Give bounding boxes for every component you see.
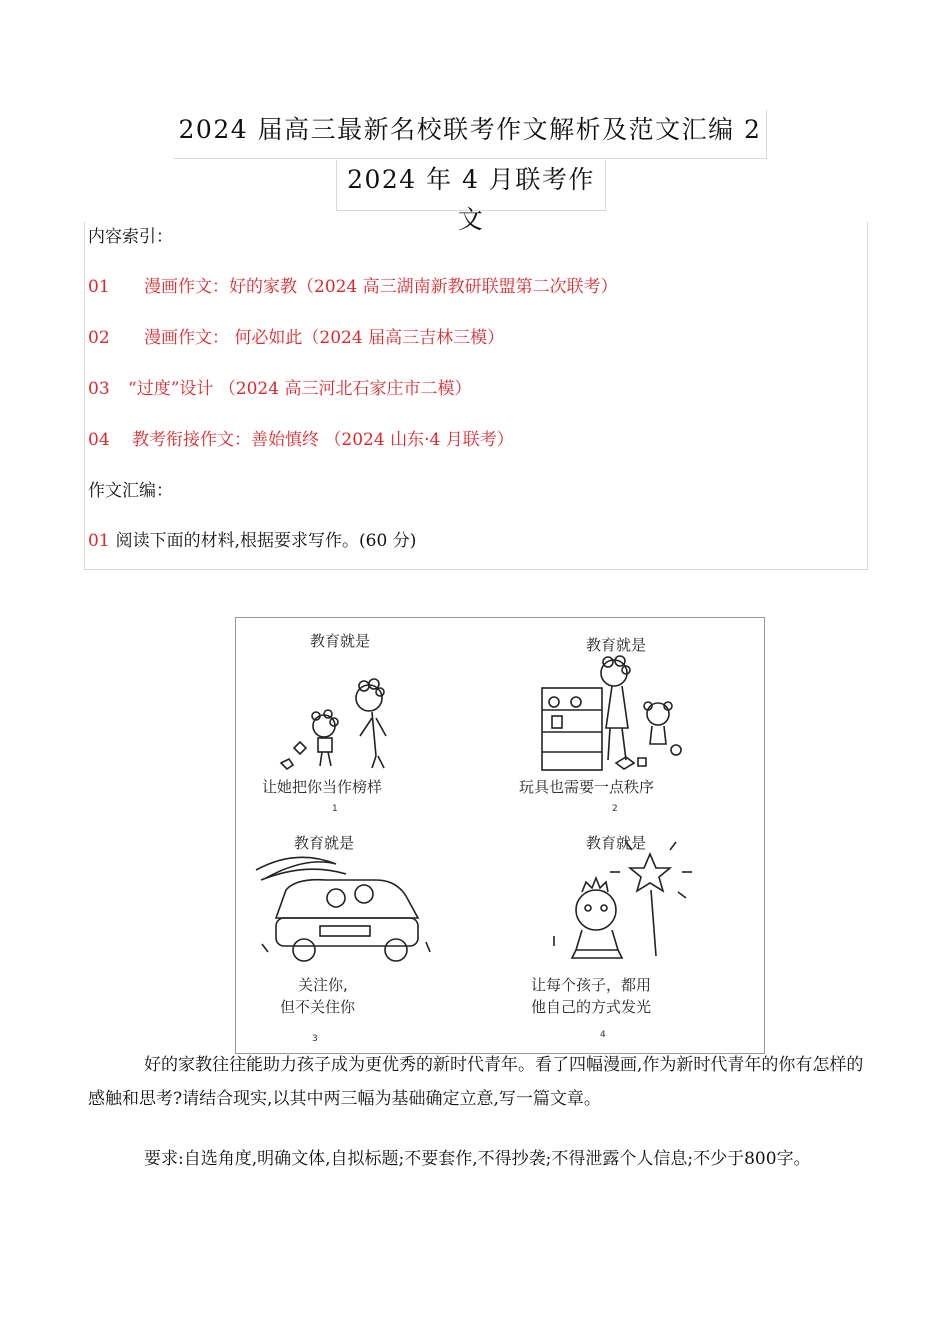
panel-4-number: 4 <box>600 1030 606 1040</box>
panel-4-heading: 教育就是 <box>586 834 647 852</box>
panel-3-drawing <box>256 857 430 961</box>
index-item-01 <box>88 276 618 298</box>
panel-2-number: 2 <box>612 804 618 814</box>
panel-3-caption-line1: 关注你, <box>298 976 348 994</box>
collection-label: 作文汇编： <box>88 481 173 501</box>
panel-4-caption-line1: 让每个孩子，都用 <box>531 976 652 994</box>
panel-3-heading: 教育就是 <box>294 834 355 852</box>
collection-item-01 <box>88 530 416 552</box>
document-title: 2024 届高三最新名校联考作文解析及范文汇编 2 <box>174 110 767 159</box>
panel-1-caption: 让她把你当作榜样 <box>262 778 383 796</box>
panel-1-heading: 教育就是 <box>310 632 371 650</box>
panel-2-caption: 玩具也需要一点秩序 <box>519 778 655 796</box>
index-item-04 <box>88 429 514 451</box>
panel-2-heading: 教育就是 <box>586 636 647 654</box>
panel-4-drawing <box>554 842 692 958</box>
collection-item-text: 阅读下面的材料,根据要求写作。(60 分) <box>115 531 417 551</box>
collection-item-number: 01 <box>88 531 110 551</box>
index-item-number: 02 <box>88 328 110 348</box>
panel-1-drawing <box>281 679 386 769</box>
panel-4-caption-line2: 他自己的方式发光 <box>531 998 652 1016</box>
index-item-number: 04 <box>88 430 110 450</box>
index-item-text: 漫画作文：好的家教（2024 高三湖南新教研联盟第二次联考） <box>144 277 618 297</box>
panel-2-drawing <box>542 656 681 770</box>
prompt-paragraph: 好的家教往往能助力孩子成为更优秀的新时代青年。看了四幅漫画,作为新时代青年的你有怎样的感触和思考?请结合现实,以其中两三幅为基础确定立意,写一篇文章。 <box>88 1055 864 1109</box>
requirements-paragraph: 要求:自选角度,明确文体,自拟标题;不要套作,不得抄袭;不得泄露个人信息;不少于800字。 <box>144 1149 811 1169</box>
index-label: 内容索引： <box>88 227 173 247</box>
index-item-number: 03 <box>88 379 110 399</box>
comic-illustration <box>235 617 765 1054</box>
panel-3-number: 3 <box>312 1034 318 1044</box>
index-item-number: 01 <box>88 277 110 297</box>
index-item-text: “过度”设计 （2024 高三河北石家庄市二模） <box>128 379 472 399</box>
index-item-03 <box>88 378 471 400</box>
index-item-02 <box>88 327 504 349</box>
panel-3-caption-line2: 但不关住你 <box>280 998 356 1016</box>
document-subtitle: 2024 年 4 月联考作文 <box>336 160 606 211</box>
index-item-text: 漫画作文： 何必如此（2024 届高三吉林三模） <box>144 328 505 348</box>
index-item-text: 教考衔接作文：善始慎终 （2024 山东·4 月联考） <box>132 430 514 450</box>
panel-1-number: 1 <box>332 804 338 814</box>
